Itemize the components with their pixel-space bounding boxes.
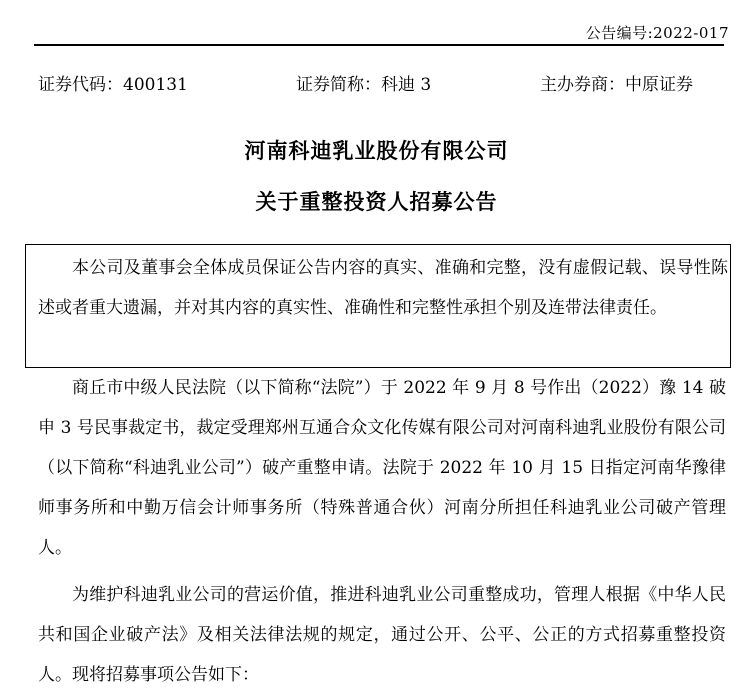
security-info-line	[38, 70, 724, 98]
announcement-title: 关于重整投资人招募公告	[255, 190, 498, 214]
body-paragraph-1: 商丘市中级人民法院（以下简称“法院”）于 2022 年 9 月 8 号作出（2022）豫 14 破申 3 号民事裁定书，裁定受理郑州互通合众文化传媒有限公司对河南科迪乳业股份有限公司（以下简称“科迪乳业公司”）破产重整申请。法院于 2022 年 10 月 15 日指定河南华豫律师事务所和中勤万信会计师事务所（特殊普通合伙）河南分所担任科迪乳业公司破产管理人。	[38, 378, 726, 558]
company-title: 河南科迪乳业股份有限公司	[244, 139, 509, 163]
body-paragraph-2: 为维护科迪乳业公司的营运价值，推进科迪乳业公司重整成功，管理人根据《中华人民共和国企业破产法》及相关法律法规的规定，通过公开、公平、公正的方式招募重整投资人。现将招募事项公告如下：	[38, 585, 726, 685]
sponsoring-broker: 主办券商：中原证券	[540, 75, 693, 95]
security-abbreviation: 证券简称：科迪 3	[296, 75, 432, 95]
header-divider	[34, 44, 724, 46]
security-code: 证券代码：400131	[38, 75, 188, 95]
disclaimer-text: 本公司及董事会全体成员保证公告内容的真实、准确和完整，没有虚假记载、误导性陈述或者重大遗漏，并对其内容的真实性、准确性和完整性承担个别及连带法律责任。	[38, 258, 728, 318]
announcement-number: 公告编号:2022-017	[585, 24, 729, 42]
